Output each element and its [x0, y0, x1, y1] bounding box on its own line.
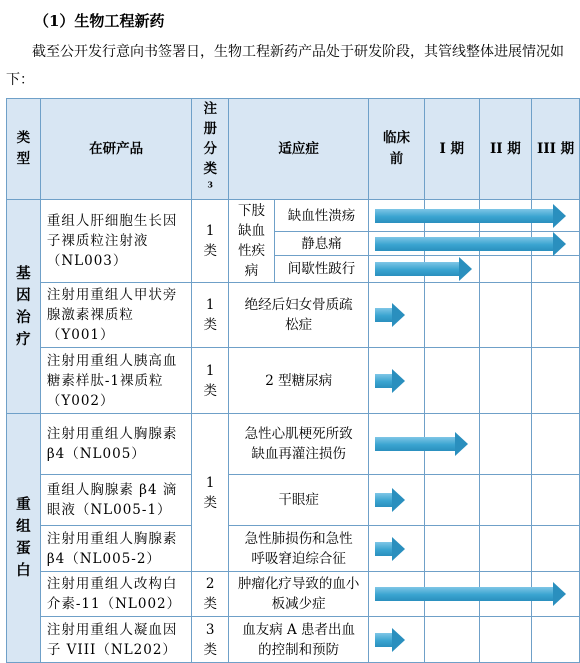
progress-cell	[369, 255, 425, 282]
progress-arrow	[375, 262, 459, 276]
indication-hemophilia-a: 血友病 A 患者出血的控制和预防	[229, 617, 369, 663]
header-phase2: II 期	[479, 99, 532, 200]
product-nl202: 注射用重组人凝血因子 VIII（NL202）	[40, 617, 191, 663]
product-nl003: 重组人肝细胞生长因子裸质粒注射液（NL003）	[40, 200, 191, 283]
header-class: 注册分类$^3$	[192, 99, 229, 200]
indication-group-limb-ischemia: 下肢缺血性疾病	[229, 200, 275, 283]
section-heading: （1）生物工程新药	[34, 12, 165, 30]
product-y001: 注射用重组人甲状旁腺激素裸质粒（Y001）	[40, 283, 191, 348]
pipeline-table	[6, 98, 580, 663]
indication-osteoporosis: 绝经后妇女骨质疏松症	[229, 283, 369, 348]
progress-cell	[369, 414, 425, 475]
header-type: 类型	[7, 99, 41, 200]
progress-arrow	[375, 209, 553, 223]
progress-arrow	[375, 633, 391, 647]
progress-cell	[369, 475, 425, 526]
category-gene-therapy: 基因治疗	[7, 200, 41, 414]
header-phase3: III 期	[532, 99, 580, 200]
header-preclinical: 临床前	[369, 99, 425, 200]
indication-dry-eye: 干眼症	[229, 475, 369, 526]
progress-arrow	[375, 237, 553, 251]
indication-claudication: 间歇性跛行	[274, 255, 368, 282]
product-nl002: 注射用重组人改构白介素-11（NL002）	[40, 572, 191, 617]
progress-cell	[369, 232, 425, 255]
class-nl202: 3类	[192, 617, 229, 663]
class-nl003: 1类	[192, 200, 229, 283]
progress-cell	[369, 617, 425, 663]
product-nl005-1: 重组人胸腺素 β4 滴眼液（NL005-1）	[40, 475, 191, 526]
indication-ards: 急性肺损伤和急性呼吸窘迫综合征	[229, 526, 369, 572]
product-nl005: 注射用重组人胸腺素 β4（NL005）	[40, 414, 191, 475]
indication-diabetes: 2 型糖尿病	[229, 348, 369, 414]
progress-cell	[369, 526, 425, 572]
progress-arrow	[375, 493, 391, 507]
header-phase1: I 期	[424, 99, 479, 200]
progress-cell	[369, 283, 425, 348]
class-nl005: 1类	[192, 414, 229, 572]
header-indication: 适应症	[229, 99, 369, 200]
indication-mi-reperfusion: 急性心肌梗死所致缺血再灌注损伤	[229, 414, 369, 475]
progress-cell	[369, 572, 425, 617]
product-nl005-2: 注射用重组人胸腺素 β4（NL005-2）	[40, 526, 191, 572]
intro-paragraph	[6, 38, 576, 94]
progress-arrow	[375, 308, 391, 322]
progress-arrow	[375, 542, 391, 556]
indication-rest-pain: 静息痛	[274, 232, 368, 255]
header-product: 在研产品	[40, 99, 191, 200]
progress-arrow	[375, 437, 455, 451]
progress-cell	[369, 348, 425, 414]
progress-arrow	[375, 587, 553, 601]
progress-arrow	[375, 374, 391, 388]
progress-cell	[369, 200, 425, 232]
class-y002: 1类	[192, 348, 229, 414]
category-recombinant-protein: 重组蛋白	[7, 414, 41, 663]
table-header	[7, 99, 580, 200]
product-y002: 注射用重组人胰高血糖素样肽-1裸质粒（Y002）	[40, 348, 191, 414]
indication-ischemic-ulcer: 缺血性溃疡	[274, 200, 368, 232]
class-y001: 1类	[192, 283, 229, 348]
intro-text: 截至公开发行意向书签署日，生物工程新药产品处于研发阶段，其管线整体进展情况如下：	[6, 44, 564, 88]
indication-thrombocytopenia: 肿瘤化疗导致的血小板减少症	[229, 572, 369, 617]
class-nl002: 2类	[192, 572, 229, 617]
